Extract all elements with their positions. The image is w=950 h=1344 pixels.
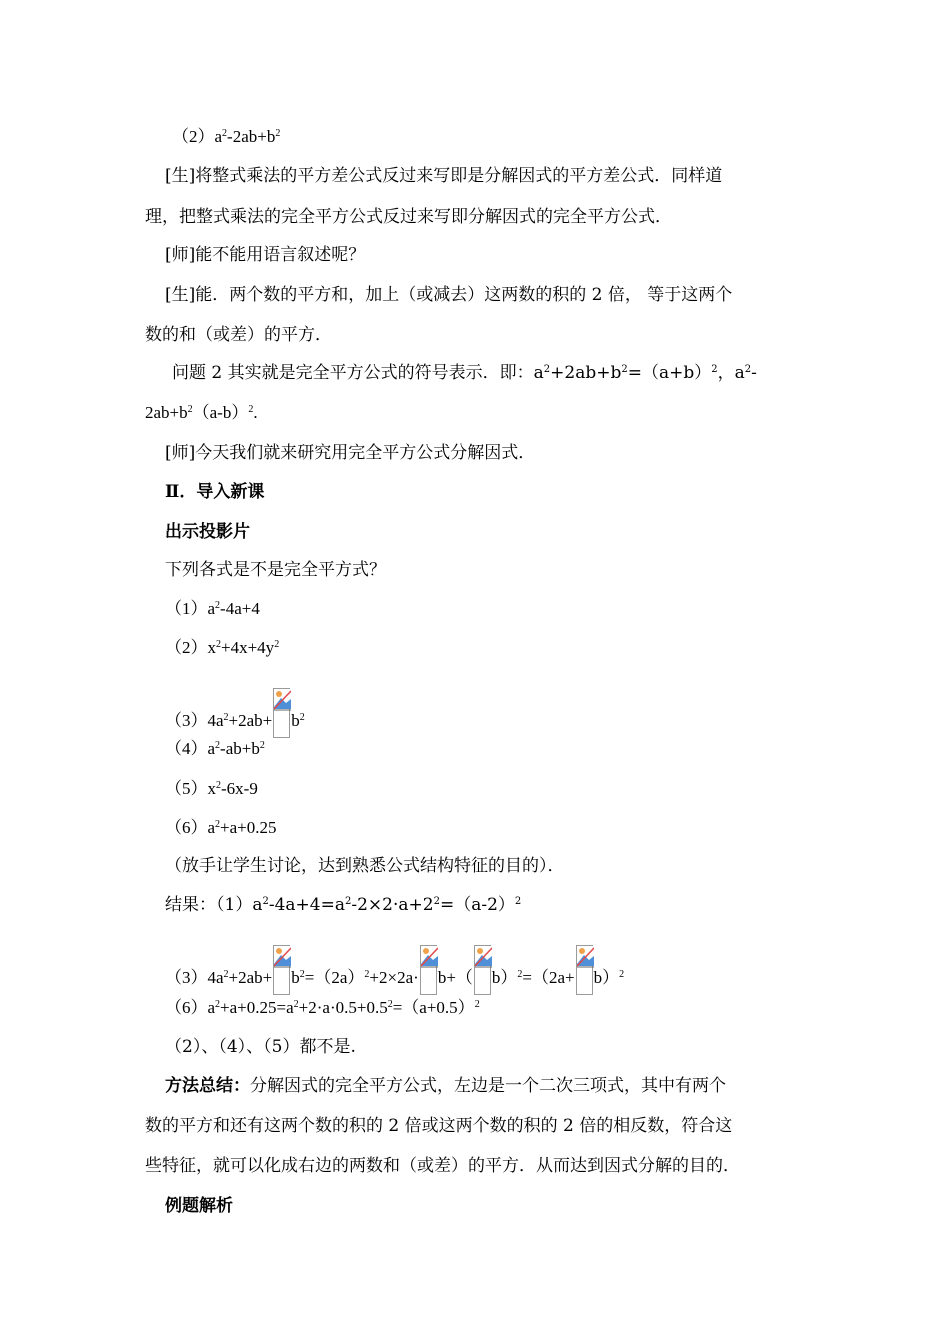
exercise-item-2: $(2)x^2+4x+4y^2$ [165, 638, 280, 657]
section-heading: Ⅱ．导入新课 [165, 482, 265, 502]
result-line-1: 结果：$(1)a^2-4a+4=a^2-2\times 2\cdot a+2^2=(a-2)^2$ [165, 895, 522, 915]
teacher-question: [师]能不能用语言叙述呢？ [165, 245, 366, 265]
student-answer-1: [生]将整式乘法的平方差公式反过来写即是分解因式的平方差公式．同样道 [165, 166, 723, 186]
method-summary-label: 方法总结： [165, 1076, 250, 1096]
result-line-6: $(6)a^2+a+0.25=a^2+2\cdot a\cdot 0.5+0.5^2=(a+0.5)^2$ [165, 998, 480, 1017]
broken-image-icon [273, 945, 290, 995]
student-answer-2-cont: 数的和（或差）的平方． [145, 325, 332, 345]
teacher-intro: [师]今天我们就来研究用完全平方公式分解因式． [165, 443, 536, 463]
method-summary: 方法总结：分解因式的完全平方公式，左边是一个二次三项式，其中有两个 [165, 1076, 726, 1096]
formula-line-2: $(2)a^2-2ab+b^2$ [172, 127, 281, 146]
discussion-note: （放手让学生讨论，达到熟悉公式结构特征的目的）． [165, 856, 565, 876]
broken-image-icon [474, 945, 491, 995]
student-answer-1-cont: 理，把整式乘法的完全平方公式反过来写即分解因式的完全平方公式． [145, 207, 672, 227]
problem-2-statement-cont: $2ab+b^2(a-b)^2$. [145, 403, 258, 422]
exercise-item-3: $(3)4a^2+2ab+$ $b^2$ [165, 688, 305, 738]
student-answer-2: [生]能．两个数的平方和，加上（或减去）这两数的积的 2 倍， 等于这两个 [165, 285, 733, 305]
result-not-perfect: （2）、（4）、（5）都不是. [165, 1037, 356, 1057]
example-heading: 例题解析 [165, 1196, 233, 1216]
problem-2-statement: 问题 2 其实就是完全平方公式的符号表示．即：$a^2+2ab+b^2=(a+b)^2$，$a^2-$ [172, 363, 757, 383]
subheading-slide: 出示投影片 [165, 522, 250, 542]
broken-image-icon [420, 945, 437, 995]
result-line-3: $(3)4a^2+2ab+$ $b^2=(2a)^2+2\times 2a\cdot$ b+（ b）$^2$=（2a+ b）$^2$ [165, 945, 624, 995]
broken-image-icon [576, 945, 593, 995]
method-summary-cont-2: 些特征，就可以化成右边的两数和（或差）的平方．从而达到因式分解的目的． [145, 1156, 740, 1176]
exercise-item-1: $(1)a^2-4a+4$ [165, 599, 260, 618]
exercise-item-6: $(6)a^2+a+0.25$ [165, 818, 277, 837]
method-summary-cont-1: 数的平方和还有这两个数的积的 2 倍或这两个数的积的 2 倍的相反数，符合这 [145, 1116, 733, 1136]
broken-image-icon [273, 688, 290, 738]
exercise-item-5: $(5)x^2-6x-9$ [165, 779, 258, 798]
exercise-item-4: $(4)a^2-ab+b^2$ [165, 739, 265, 758]
exercise-question: 下列各式是不是完全平方式？ [165, 560, 386, 580]
